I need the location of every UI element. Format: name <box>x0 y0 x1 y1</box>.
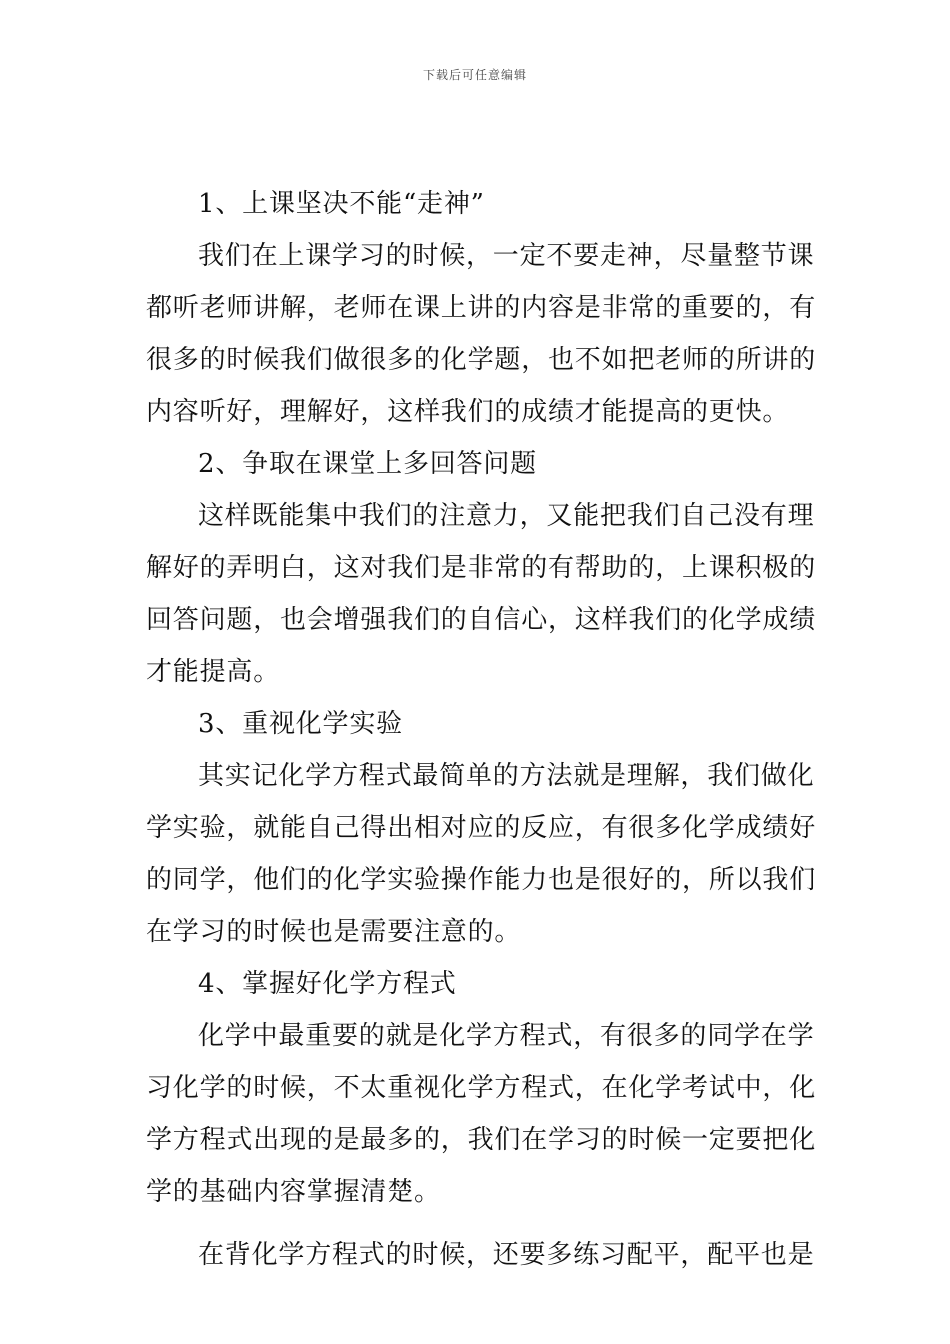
section-heading-3: 3、重视化学实验 <box>198 709 403 739</box>
paragraph-line: 我们在上课学习的时候，一定不要走神，尽量整节课 <box>198 241 815 271</box>
paragraph-line: 很多的时候我们做很多的化学题，也不如把老师的所讲的 <box>146 345 817 375</box>
paragraph-line: 都听老师讲解，老师在课上讲的内容是非常的重要的，有 <box>146 293 817 323</box>
paragraph-line: 回答问题，也会增强我们的自信心，这样我们的化学成绩 <box>146 605 817 635</box>
paragraph-gap <box>146 1218 810 1229</box>
section-heading-1: 1、上课坚决不能“走神” <box>198 189 485 219</box>
paragraph-line: 在背化学方程式的时候，还要多练习配平，配平也是 <box>198 1240 815 1270</box>
paragraph-line: 的同学，他们的化学实验操作能力也是很好的，所以我们 <box>146 865 817 895</box>
paragraph-line: 这样既能集中我们的注意力，又能把我们自己没有理 <box>198 501 815 531</box>
document-body <box>146 178 817 1281</box>
section-heading-4: 4、掌握好化学方程式 <box>198 969 457 999</box>
paragraph-line: 学实验，就能自己得出相对应的反应，有很多化学成绩好 <box>146 813 817 843</box>
paragraph-line: 其实记化学方程式最简单的方法就是理解，我们做化 <box>198 761 815 791</box>
page-header: 下载后可任意编辑 <box>422 68 527 82</box>
paragraph-line: 在学习的时候也是需要注意的。 <box>146 917 522 947</box>
paragraph-line: 学的基础内容掌握清楚。 <box>146 1177 441 1207</box>
paragraph-line: 学方程式出现的是最多的，我们在学习的时候一定要把化 <box>146 1125 817 1155</box>
paragraph-line: 内容听好，理解好，这样我们的成绩才能提高的更快。 <box>146 397 790 427</box>
section-heading-2: 2、争取在课堂上多回答问题 <box>198 449 537 479</box>
paragraph-line: 化学中最重要的就是化学方程式，有很多的同学在学 <box>198 1021 815 1051</box>
paragraph-line: 解好的弄明白，这对我们是非常的有帮助的，上课积极的 <box>146 553 817 583</box>
paragraph-line: 才能提高。 <box>146 657 281 687</box>
paragraph-line: 习化学的时候，不太重视化学方程式，在化学考试中，化 <box>146 1073 817 1103</box>
